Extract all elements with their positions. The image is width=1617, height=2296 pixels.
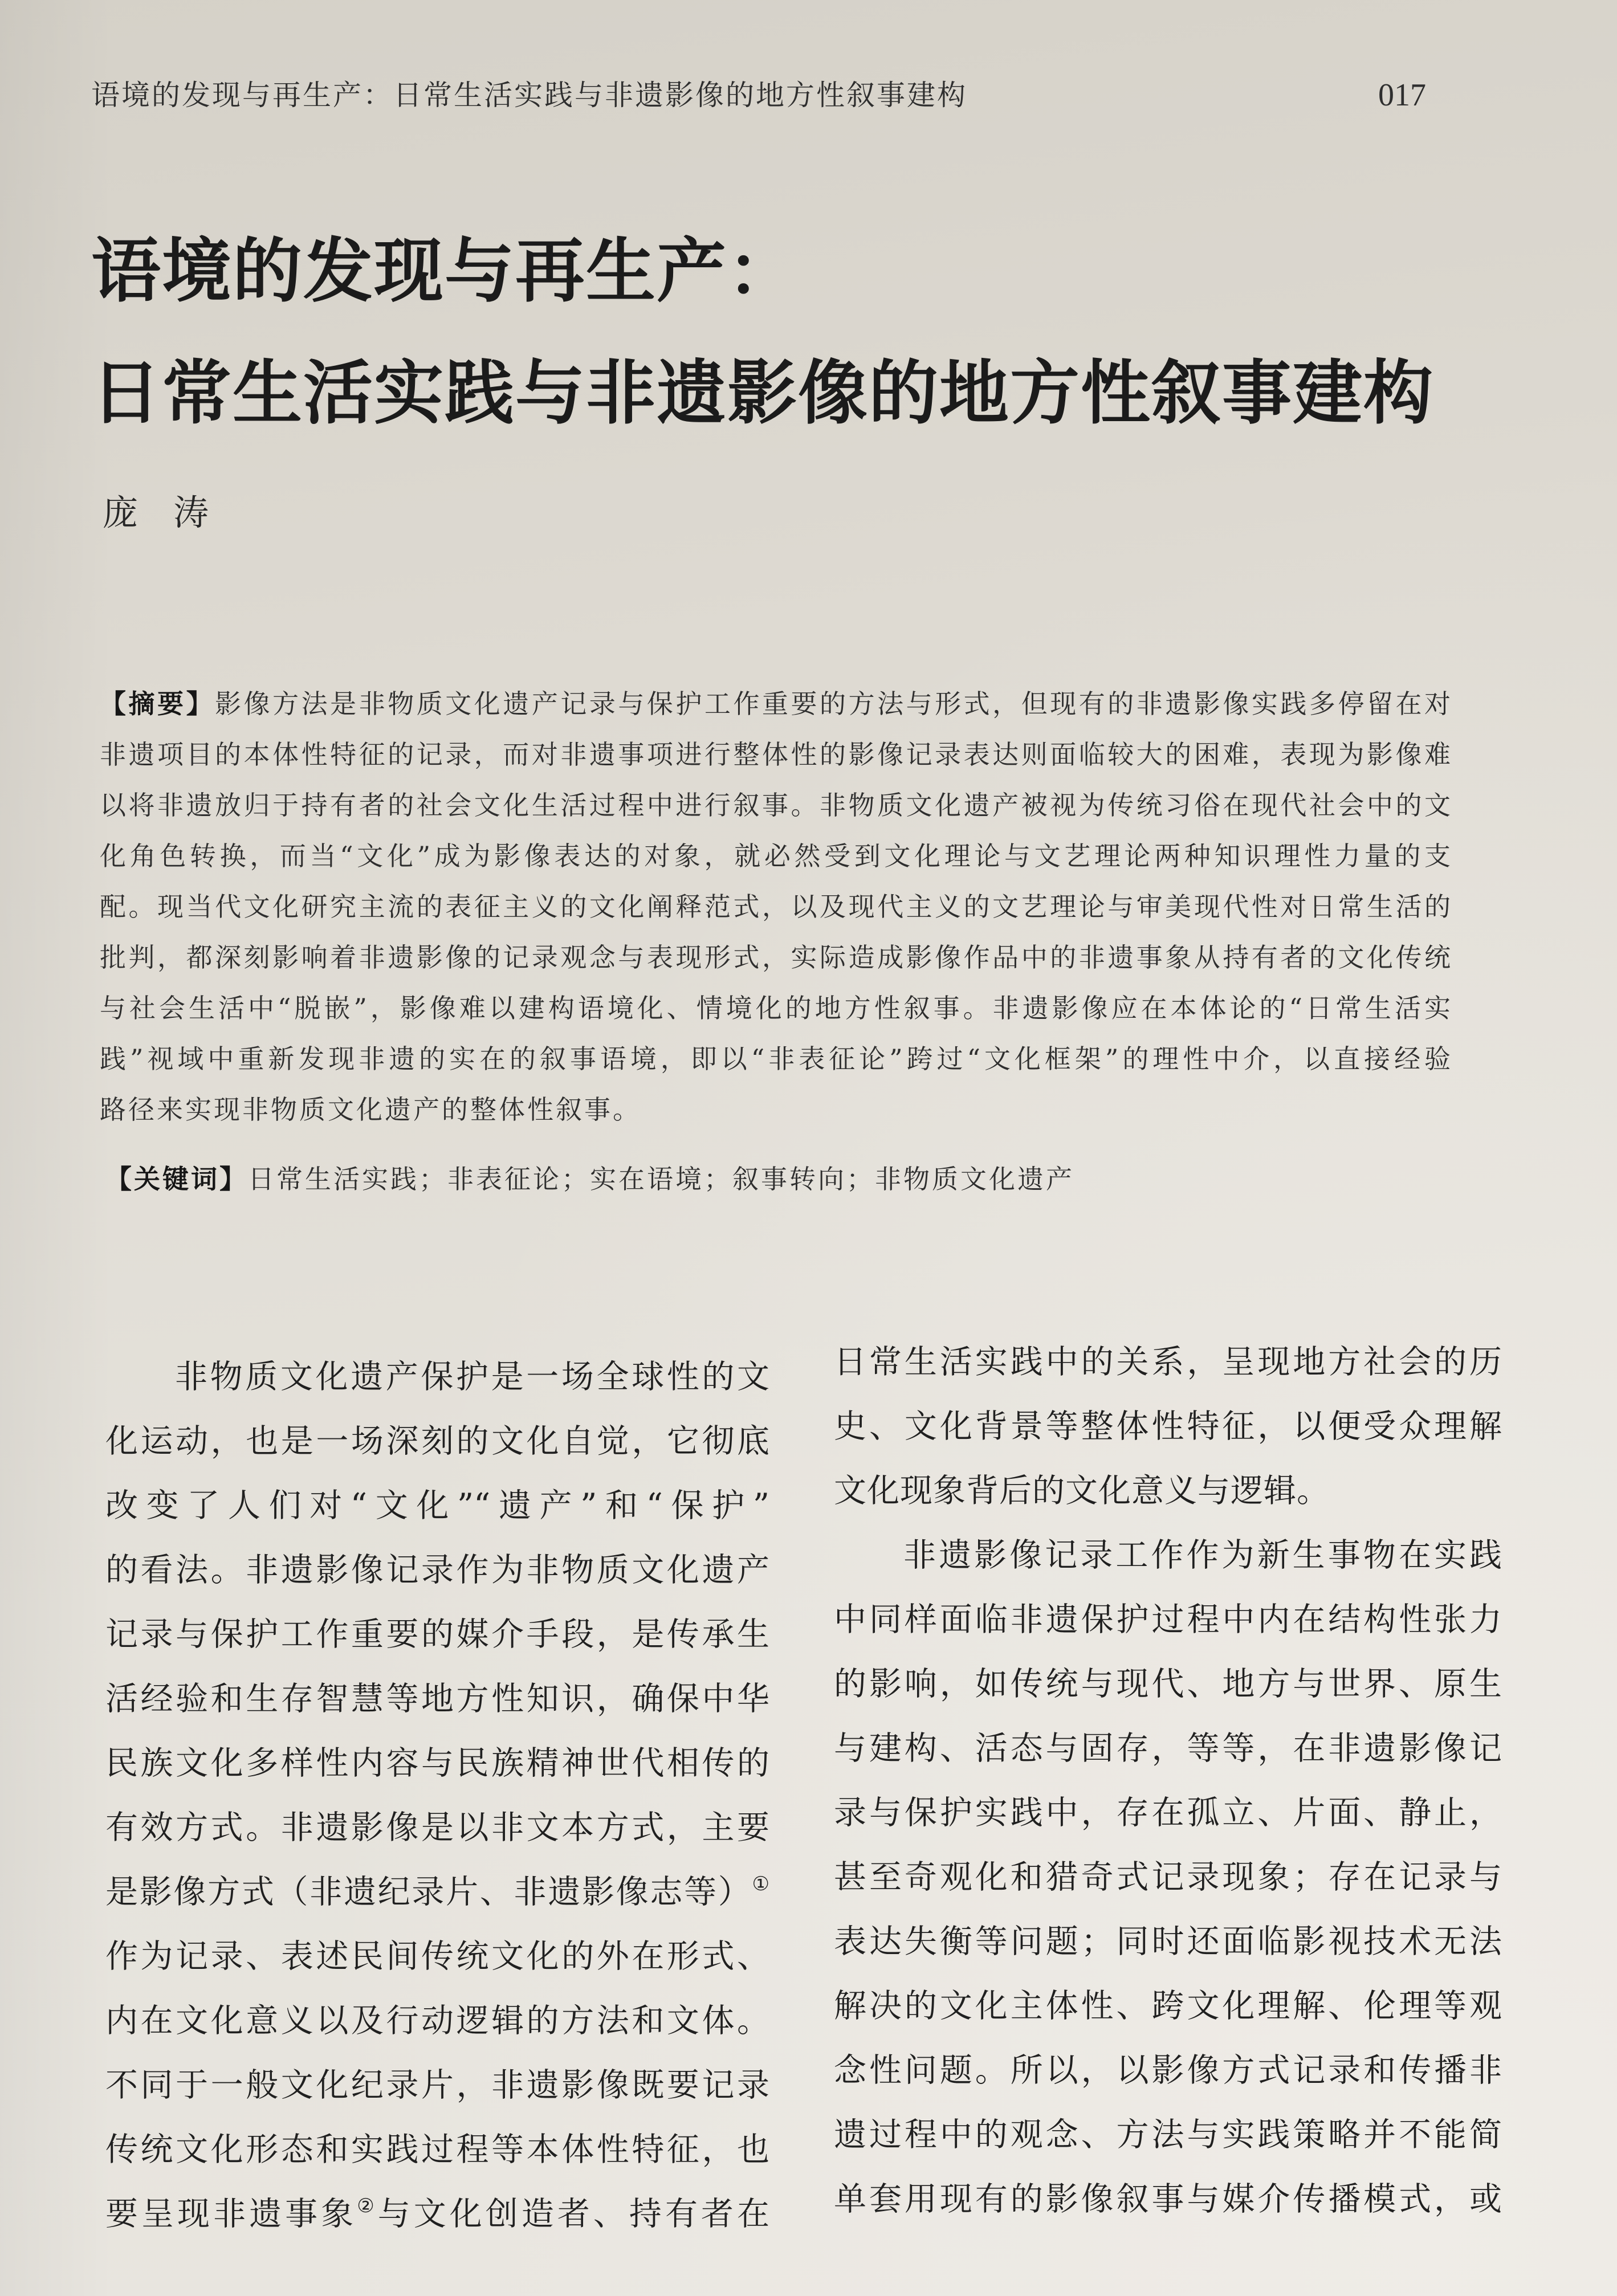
abstract-line: 路径来实现非物质文化遗产的整体性叙事。 [100, 1094, 641, 1125]
author-name: 庞 涛 [103, 492, 209, 533]
body-line: 不同于一般文化纪录片，非遗影像既要记录 [105, 2066, 769, 2104]
keywords-label: 【关键词】 [105, 1164, 248, 1194]
body-line: 的看法。非遗影像记录作为非物质文化遗产 [105, 1551, 769, 1589]
abstract-line: 以将非遗放归于持有者的社会文化生活过程中进行叙事。非物质文化遗产被视为传统习俗在现代社会中的文 [100, 790, 1451, 821]
page-number: 017 [1378, 78, 1426, 113]
keywords [105, 1154, 1074, 1205]
abstract-line: 批判，都深刻影响着非遗影像的记录观念与表现形式，实际造成影像作品中的非遗事象从持有者的文化传统 [100, 942, 1451, 973]
abstract-line: 化角色转换，而当“文化”成为影像表达的对象，就必然受到文化理论与文艺理论两种知识理性力量的支 [100, 841, 1451, 871]
article-title-line-2: 日常生活实践与非遗影像的地方性叙事建构 [91, 352, 1434, 434]
body-line: 化运动，也是一场深刻的文化自觉，它彻底 [105, 1422, 769, 1460]
body-line: 作为记录、表述民间传统文化的外在形式、 [105, 1938, 769, 1975]
body-line: 文化现象背后的文化意义与逻辑。 [834, 1472, 1330, 1510]
body-line: 中同样面临非遗保护过程中内在结构性张力 [834, 1601, 1502, 1638]
footnote-marker: ② [357, 2195, 378, 2217]
abstract-line: 践”视域中重新发现非遗的实在的叙事语境，即以“非表征论”跨过“文化框架”的理性中介，以直接经验 [100, 1043, 1451, 1074]
body-line: 解决的文化主体性、跨文化理解、伦理等观 [834, 1987, 1502, 2025]
body-line: 录与保护实践中，存在孤立、片面、静止， [834, 1794, 1502, 1832]
body-line: 改变了人们对“文化”“遗产”和“保护” [105, 1487, 769, 1524]
body-line [105, 2182, 769, 2246]
body-line: 非遗影像记录工作作为新生事物在实践 [903, 1536, 1502, 1574]
body-column-right [834, 1330, 1502, 2232]
abstract-line [100, 679, 1451, 729]
abstract-line: 与社会生活中“脱嵌”，影像难以建构语境化、情境化的地方性叙事。非遗影像应在本体论的“日常生活实 [100, 993, 1451, 1023]
body-line: 活经验和生存智慧等地方性知识，确保中华 [105, 1680, 769, 1718]
body-line: 念性问题。所以，以影像方式记录和传播非 [834, 2052, 1502, 2089]
body-line-text: 与文化创造者、持有者在 [377, 2195, 769, 2233]
abstract-line: 配。现当代文化研究主流的表征主义的文化阐释范式，以及现代主义的文艺理论与审美现代性对日常生活的 [100, 891, 1451, 922]
abstract-line: 非遗项目的本体性特征的记录，而对非遗事项进行整体性的影像记录表达则面临较大的困难，表现为影像难 [100, 739, 1451, 770]
footnote-marker: ① [752, 1873, 769, 1895]
abstract-line-text: 影像方法是非物质文化遗产记录与保护工作重要的方法与形式，但现有的非遗影像实践多停留在对 [215, 688, 1451, 719]
body-line [105, 1860, 769, 1924]
body-line: 与建构、活态与固存，等等，在非遗影像记 [834, 1730, 1502, 1767]
body-line: 内在文化意义以及行动逻辑的方法和文体。 [105, 2002, 769, 2040]
body-line-text: 是影像方式（非遗纪录片、非遗影像志等） [105, 1873, 752, 1911]
body-line: 非物质文化遗产保护是一场全球性的文 [175, 1358, 769, 1396]
body-line: 甚至奇观化和猎奇式记录现象；存在记录与 [834, 1858, 1502, 1896]
body-line: 遗过程中的观念、方法与实践策略并不能简 [834, 2116, 1502, 2154]
body-line: 表达失衡等问题；同时还面临影视技术无法 [834, 1923, 1502, 1960]
running-header-title: 语境的发现与再生产：日常生活实践与非遗影像的地方性叙事建构 [91, 79, 967, 112]
keywords-text: 日常生活实践；非表征论；实在语境；叙事转向；非物质文化遗产 [248, 1164, 1074, 1194]
abstract-label: 【摘要】 [100, 688, 215, 719]
body-column-left [105, 1345, 769, 2246]
body-line: 日常生活实践中的关系，呈现地方社会的历 [834, 1343, 1502, 1381]
body-line-text: 要呈现非遗事象 [105, 2195, 357, 2233]
body-line: 史、文化背景等整体性特征，以便受众理解 [834, 1408, 1502, 1445]
body-line: 民族文化多样性内容与民族精神世代相传的 [105, 1744, 769, 1782]
article-title-line-1: 语境的发现与再生产： [91, 230, 798, 312]
body-line: 单套用现有的影像叙事与媒介传播模式，或 [834, 2180, 1502, 2218]
body-line: 记录与保护工作重要的媒介手段，是传承生 [105, 1616, 769, 1653]
body-line: 的影响，如传统与现代、地方与世界、原生 [834, 1665, 1502, 1703]
abstract [100, 679, 1451, 1135]
body-line: 传统文化形态和实践过程等本体性特征，也 [105, 2131, 769, 2168]
running-header [91, 77, 967, 113]
body-line: 有效方式。非遗影像是以非文本方式，主要 [105, 1809, 769, 1846]
